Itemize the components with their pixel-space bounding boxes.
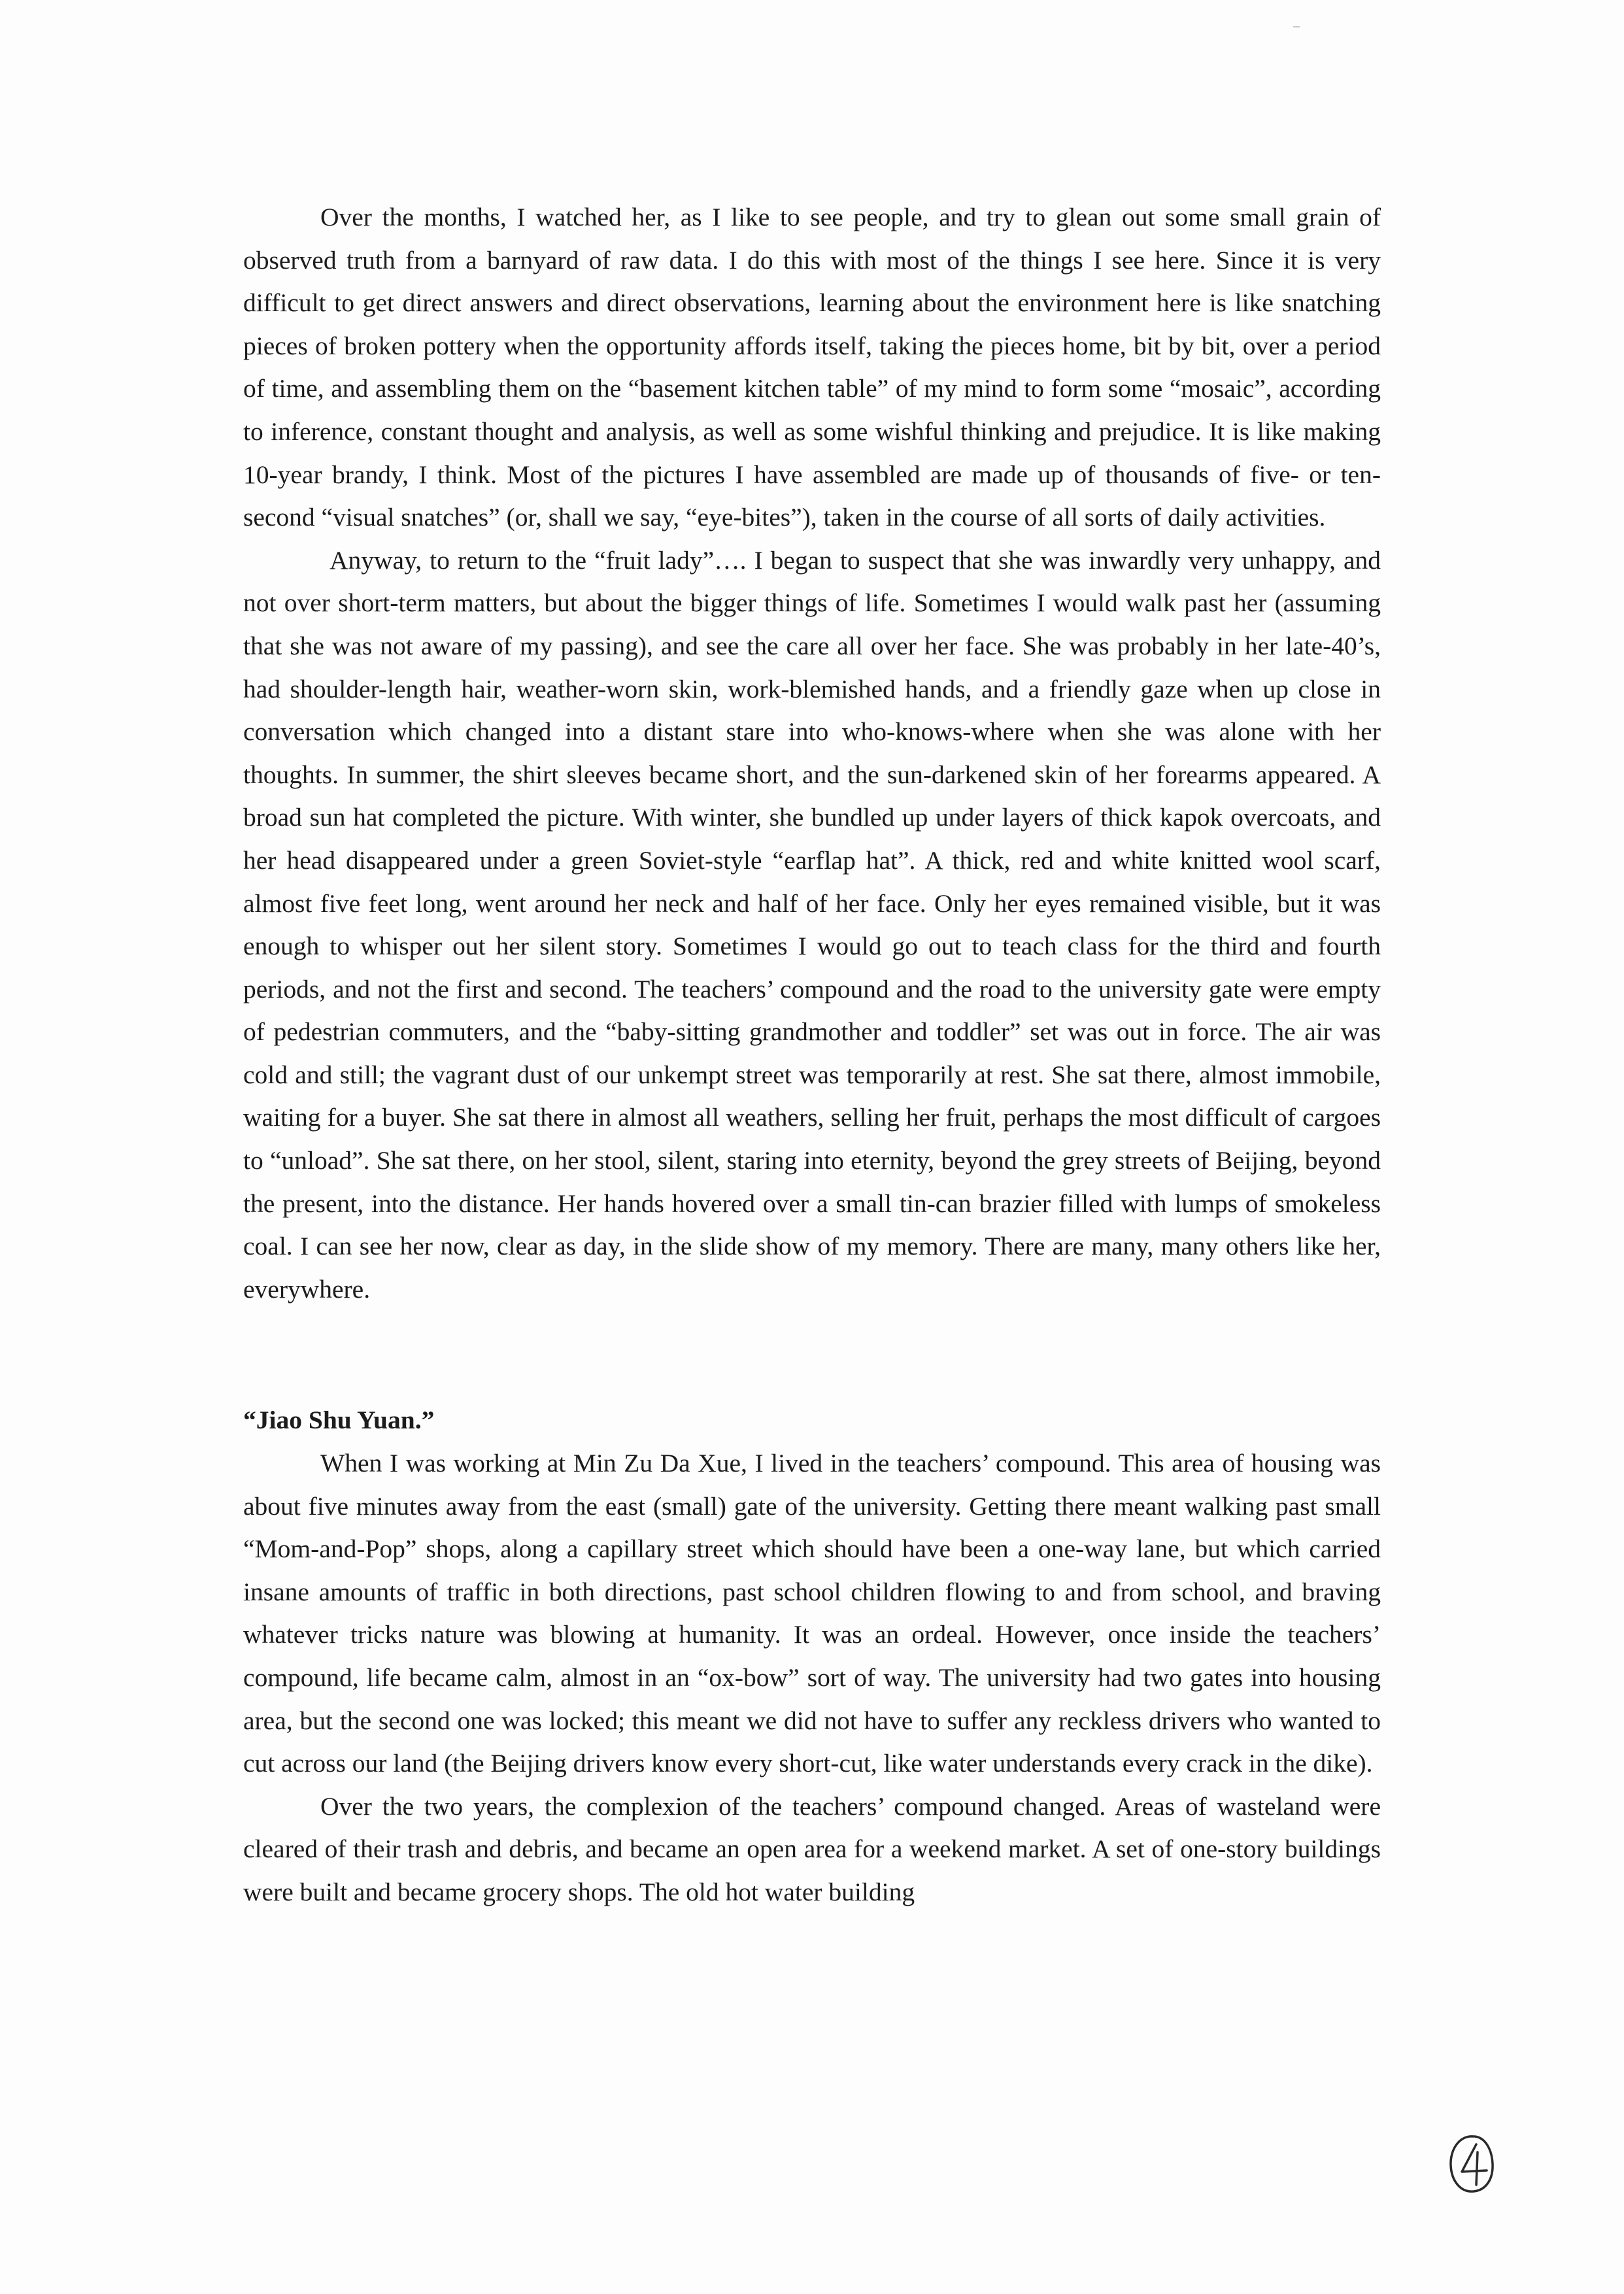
section-gap (243, 1311, 1381, 1399)
circled-number-icon (1447, 2133, 1496, 2195)
paragraph-complexion: Over the two years, the complexion of the teachers’ compound changed. Areas of wasteland were cleared of their trash and debris, and became an open area for a weekend market. A set of one-story buildings were built and became grocery shops. The old hot water building (243, 1791, 1381, 1906)
body-text (243, 196, 1381, 1914)
section-heading: “Jiao Shu Yuan.” (243, 1406, 435, 1435)
handwritten-page-number (1447, 2133, 1496, 2195)
scan-artifact-mark (1293, 26, 1300, 27)
paragraph-fruit-lady: Anyway, to return to the “fruit lady”…. I began to suspect that she was inwardly very unhappy, and not over short-term matters, but about the bigger things of life. Sometimes I would walk past her (assuming that she was not aware of my passing), and see the care all over her face. She was probably in her late-40’s, had shoulder-length hair, weather-worn skin, work-blemished hands, and a friendly gaze when up close in conversation which changed into a distant stare into who-knows-where when she was alone with her thoughts. In summer, the shirt sleeves became short, and the sun-darkened skin of her forearms appeared. A broad sun hat completed the picture. With winter, she bundled up under layers of thick kapok overcoats, and her head disappeared under a green Soviet-style “earflap hat”. A thick, red and white knitted wool scarf, almost five feet long, went around her neck and half of her face. Only her eyes remained visible, but it was enough to whisper out her silent story. Sometimes I would go out to teach class for the third and fourth periods, and not the first and second. The teachers’ compound and the road to the university gate were empty of pedestrian commuters, and the “baby-sitting grandmother and toddler” set was out in force. The air was cold and still; the vagrant dust of our unkempt street was temporarily at rest. She sat there, almost immobile, waiting for a buyer. She sat there in almost all weathers, selling her fruit, perhaps the most difficult of cargoes to “unload”. She sat there, on her stool, silent, staring into eternity, beyond the grey streets of Beijing, beyond the present, into the distance. Her hands hovered over a small tin-can brazier filled with lumps of smokeless coal. I can see her now, clear as day, in the slide show of my memory. There are many, many others like her, everywhere. (243, 545, 1381, 1304)
paragraph-observation: Over the months, I watched her, as I like to see people, and try to glean out some small grain of observed truth from a barnyard of raw data. I do this with most of the things I see here. Since it is very difficult to get direct answers and direct observations, learning about the environment here is like snatching pieces of broken pottery when the opportunity affords itself, taking the pieces home, bit by bit, over a period of time, and assembling them on the “basement kitchen table” of my mind to form some “mosaic”, according to inference, constant thought and analysis, as well as some wishful thinking and prejudice. It is like making 10-year brandy, I think. Most of the pictures I have assembled are made up of thousands of five- or ten-second “visual snatches” (or, shall we say, “eye-bites”), taken in the course of all sorts of daily activities. (243, 203, 1381, 532)
paragraph-compound: When I was working at Min Zu Da Xue, I lived in the teachers’ compound. This area of housing was about five minutes away from the east (small) gate of the university. Getting there meant walking past small “Mom-and-Pop” shops, along a capillary street which should have been a one-way lane, but which carried insane amounts of traffic in both directions, past school children flowing to and from school, and braving whatever tricks nature was blowing at humanity. It was an ordeal. However, once inside the teachers’ compound, life became calm, almost in an “ox-bow” sort of way. The university had two gates into housing area, but the second one was locked; this meant we did not have to suffer any reckless drivers who wanted to cut across our land (the Beijing drivers know every short-cut, like water understands every crack in the dike). (243, 1449, 1381, 1778)
